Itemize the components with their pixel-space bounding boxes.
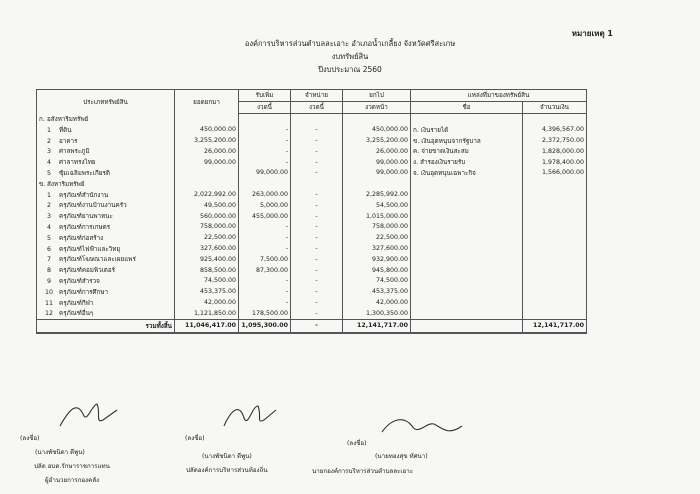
prev-value: 99,000.00	[175, 157, 239, 168]
source-name	[411, 232, 523, 243]
add-value: 5,000.00	[239, 200, 291, 211]
asset-name: ครุภัณฑ์ยานพาหนะ	[59, 213, 113, 221]
row-number: ข.	[39, 180, 46, 188]
source-amount	[523, 189, 587, 200]
add-value	[239, 178, 291, 189]
table-row	[37, 168, 587, 179]
source-amount	[523, 178, 587, 189]
carry-value: 42,000.00	[343, 297, 411, 308]
asset-type-cell	[37, 135, 175, 146]
asset-type-cell	[37, 178, 175, 189]
asset-name: ครุภัณฑ์โฆษณาและเผยแพร่	[59, 256, 136, 264]
row-number: 5	[46, 234, 51, 242]
table-row	[37, 189, 587, 200]
row-number: 1	[46, 191, 51, 199]
asset-name: สังหาริมทรัพย์	[47, 180, 85, 188]
source-amount	[523, 297, 587, 308]
asset-rows	[37, 113, 587, 319]
add-value: 99,000.00	[239, 168, 291, 179]
asset-type-cell	[37, 189, 175, 200]
col-header-type: ประเภททรัพย์สิน	[37, 90, 175, 114]
asset-type-cell	[37, 243, 175, 254]
carry-value: 1,300,350.00	[343, 308, 411, 319]
row-number: 3	[46, 148, 51, 156]
table-row	[37, 276, 587, 287]
source-name	[411, 276, 523, 287]
add-value: 7,500.00	[239, 254, 291, 265]
row-number: ก.	[39, 115, 45, 123]
note-label: หมายเหตุ 1	[571, 29, 613, 38]
prev-value: 26,000.00	[175, 146, 239, 157]
org-title: องค์การบริหารส่วนตำบลละเอาะ อำเภอน้ำเกลี้ยง จังหวัดศรีสะเกษ	[244, 39, 456, 48]
col-header-remove: จำหน่าย	[291, 90, 343, 102]
total-carry: 12,141,717.00	[343, 319, 411, 333]
asset-type-cell	[37, 124, 175, 135]
asset-type-cell	[37, 276, 175, 287]
col-sub-carry: งวดหน้า	[343, 101, 411, 113]
carry-value: 99,000.00	[343, 168, 411, 179]
source-amount	[523, 232, 587, 243]
col-header-source: แหล่งที่มาของทรัพย์สิน	[411, 90, 587, 102]
table-row	[37, 308, 587, 319]
remove-value: -	[291, 146, 343, 157]
row-number: 11	[44, 299, 53, 307]
prev-value: 858,500.00	[175, 265, 239, 276]
sig1-sign-label: (ลงชื่อ)	[20, 435, 40, 442]
source-amount	[523, 286, 587, 297]
source-amount	[523, 222, 587, 233]
col-sub-remove: งวดนี้	[291, 101, 343, 113]
row-number: 1	[46, 126, 51, 134]
remove-value	[291, 178, 343, 189]
carry-value: 26,000.00	[343, 146, 411, 157]
source-name	[411, 200, 523, 211]
total-remove: -	[291, 319, 343, 333]
row-number: 2	[46, 137, 51, 145]
carry-value: 22,500.00	[343, 232, 411, 243]
remove-value: -	[291, 124, 343, 135]
remove-value: -	[291, 200, 343, 211]
source-amount	[523, 211, 587, 222]
add-value: -	[239, 243, 291, 254]
add-value: 455,000.00	[239, 211, 291, 222]
remove-value: -	[291, 135, 343, 146]
asset-table	[36, 89, 587, 334]
sig2-title1: ปลัดองค์การบริหารส่วนท้องถิ่น	[186, 467, 268, 474]
asset-type-cell	[37, 254, 175, 265]
add-value: -	[239, 157, 291, 168]
source-name	[411, 254, 523, 265]
sig1-title1: ปลัด อบต.รักษาราชการแทน	[34, 463, 110, 470]
carry-value: 945,800.00	[343, 265, 411, 276]
source-name	[411, 308, 523, 319]
source-amount	[523, 243, 587, 254]
table-row	[37, 113, 587, 124]
table-row	[37, 124, 587, 135]
table-row	[37, 146, 587, 157]
asset-name: ครุภัณฑ์การศึกษา	[59, 288, 109, 296]
table-row	[37, 135, 587, 146]
remove-value: -	[291, 254, 343, 265]
col-header-prev: ยอดยกมา	[175, 90, 239, 114]
prev-value	[175, 168, 239, 179]
sig3-title1: นายกองค์การบริหารส่วนตำบลละเอาะ	[312, 468, 414, 475]
source-amount: 2,372,750.00	[523, 135, 587, 146]
asset-name: ศาลาทรงไทย	[59, 159, 96, 167]
sig3-name: (นายทองสุข ทัศนา)	[375, 453, 428, 460]
asset-type-cell	[37, 211, 175, 222]
carry-value: 3,255,200.00	[343, 135, 411, 146]
prev-value: 453,375.00	[175, 286, 239, 297]
carry-value: 450,000.00	[343, 124, 411, 135]
signature-3-scribble	[378, 412, 468, 448]
asset-name: ครุภัณฑ์อื่นๆ	[59, 310, 94, 318]
source-name	[411, 189, 523, 200]
row-number: 10	[44, 288, 53, 296]
source-name: จ. เงินอุดหนุนเฉพาะกิจ	[411, 168, 523, 179]
table-row	[37, 222, 587, 233]
remove-value	[291, 113, 343, 124]
asset-name: ครุภัณฑ์สำนักงาน	[59, 191, 109, 199]
row-number: 8	[46, 267, 51, 275]
add-value	[239, 113, 291, 124]
signature-1-scribble	[55, 398, 125, 434]
signature-2-scribble	[220, 400, 280, 434]
asset-name: อสังหาริมทรัพย์	[47, 115, 89, 123]
remove-value: -	[291, 168, 343, 179]
prev-value: 3,255,200.00	[175, 135, 239, 146]
asset-type-cell	[37, 286, 175, 297]
asset-name: ครุภัณฑ์การเกษตร	[59, 223, 111, 231]
remove-value: -	[291, 211, 343, 222]
prev-value: 74,500.00	[175, 276, 239, 287]
source-name	[411, 113, 523, 124]
col-header-carry: ยกไป	[343, 90, 411, 102]
sig2-sign-label: (ลงชื่อ)	[185, 435, 205, 442]
source-amount: 1,978,400.00	[523, 157, 587, 168]
asset-type-cell	[37, 200, 175, 211]
source-name	[411, 211, 523, 222]
source-name	[411, 178, 523, 189]
carry-value: 327,600.00	[343, 243, 411, 254]
table-row	[37, 286, 587, 297]
remove-value: -	[291, 243, 343, 254]
remove-value: -	[291, 276, 343, 287]
col-sub-amount: จำนวนเงิน	[523, 101, 587, 113]
table-row	[37, 200, 587, 211]
prev-value: 2,022,992.00	[175, 189, 239, 200]
total-amount: 12,141,717.00	[523, 319, 587, 333]
prev-value: 1,121,850.00	[175, 308, 239, 319]
remove-value: -	[291, 286, 343, 297]
row-number: 7	[46, 256, 51, 264]
prev-value: 327,600.00	[175, 243, 239, 254]
asset-name: อาคาร	[59, 137, 78, 145]
col-sub-name: ชื่อ	[411, 101, 523, 113]
add-value: -	[239, 124, 291, 135]
table-row	[37, 178, 587, 189]
add-value: -	[239, 222, 291, 233]
add-value: 178,500.00	[239, 308, 291, 319]
row-number: 4	[46, 223, 51, 231]
asset-type-cell	[37, 297, 175, 308]
prev-value	[175, 113, 239, 124]
carry-value: 2,285,992.00	[343, 189, 411, 200]
asset-name: ครุภัณฑ์กีฬา	[59, 299, 94, 307]
prev-value	[175, 178, 239, 189]
prev-value: 42,000.00	[175, 297, 239, 308]
prev-value: 758,000.00	[175, 222, 239, 233]
total-prev: 11,046,417.00	[175, 319, 239, 333]
asset-name: ครุภัณฑ์คอมพิวเตอร์	[59, 267, 116, 275]
add-value: 263,000.00	[239, 189, 291, 200]
col-header-add: รับเพิ่ม	[239, 90, 291, 102]
col-sub-add: งวดนี้	[239, 101, 291, 113]
prev-value: 925,400.00	[175, 254, 239, 265]
add-value: -	[239, 146, 291, 157]
asset-type-cell	[37, 146, 175, 157]
source-name	[411, 297, 523, 308]
asset-name: ครุภัณฑ์สำรวจ	[59, 277, 100, 285]
row-number: 12	[44, 310, 53, 318]
table-row	[37, 265, 587, 276]
asset-name: ที่ดิน	[59, 126, 72, 134]
total-row	[37, 319, 587, 333]
table-row	[37, 157, 587, 168]
row-number: 2	[46, 202, 51, 210]
add-value: -	[239, 135, 291, 146]
carry-value: 99,000.00	[343, 157, 411, 168]
prev-value: 450,000.00	[175, 124, 239, 135]
source-amount	[523, 200, 587, 211]
prev-value: 560,000.00	[175, 211, 239, 222]
table-row	[37, 232, 587, 243]
sig1-title2: ผู้อำนวยการกองคลัง	[45, 477, 100, 484]
source-amount: 1,566,000.00	[523, 168, 587, 179]
row-number: 5	[46, 169, 51, 177]
asset-type-cell	[37, 222, 175, 233]
fiscal-year: ปีงบประมาณ 2560	[318, 65, 382, 74]
row-number: 3	[46, 213, 51, 221]
asset-type-cell	[37, 308, 175, 319]
remove-value: -	[291, 189, 343, 200]
asset-type-cell	[37, 168, 175, 179]
remove-value: -	[291, 232, 343, 243]
sig1-name: (นางพัชนิดา ดีพูน)	[35, 449, 85, 456]
remove-value: -	[291, 222, 343, 233]
sig3-sign-label: (ลงชื่อ)	[347, 440, 367, 447]
source-amount	[523, 276, 587, 287]
carry-value	[343, 178, 411, 189]
source-name: ง. สำรองเงินรายรับ	[411, 157, 523, 168]
add-value: -	[239, 297, 291, 308]
carry-value: 74,500.00	[343, 276, 411, 287]
source-amount: 4,396,567.00	[523, 124, 587, 135]
source-amount	[523, 308, 587, 319]
carry-value: 453,375.00	[343, 286, 411, 297]
asset-name: ครุภัณฑ์ก่อสร้าง	[59, 234, 104, 242]
remove-value: -	[291, 157, 343, 168]
row-number: 6	[46, 245, 51, 253]
row-number: 4	[46, 159, 51, 167]
asset-name: ซุ้มเฉลิมพระเกียรติ	[59, 169, 110, 177]
asset-name: ศาลพระภูมิ	[59, 148, 90, 156]
table-row	[37, 211, 587, 222]
total-label: รวมทั้งสิ้น	[37, 319, 175, 333]
page-title: งบทรัพย์สิน	[331, 52, 369, 61]
add-value: -	[239, 232, 291, 243]
prev-value: 49,500.00	[175, 200, 239, 211]
source-amount	[523, 265, 587, 276]
carry-value: 932,900.00	[343, 254, 411, 265]
asset-type-cell	[37, 265, 175, 276]
remove-value: -	[291, 308, 343, 319]
source-name	[411, 222, 523, 233]
carry-value: 1,015,000.00	[343, 211, 411, 222]
add-value: 87,300.00	[239, 265, 291, 276]
source-amount	[523, 254, 587, 265]
total-source-empty	[411, 319, 523, 333]
table-row	[37, 254, 587, 265]
carry-value: 54,500.00	[343, 200, 411, 211]
asset-name: ครุภัณฑ์งานบ้านงานครัว	[59, 202, 127, 210]
remove-value: -	[291, 297, 343, 308]
remove-value: -	[291, 265, 343, 276]
source-amount	[523, 113, 587, 124]
add-value: -	[239, 276, 291, 287]
carry-value	[343, 113, 411, 124]
total-add: 1,095,300.00	[239, 319, 291, 333]
row-number: 9	[46, 277, 51, 285]
asset-name: ครุภัณฑ์ไฟฟ้าและวิทยุ	[59, 245, 121, 253]
asset-type-cell	[37, 157, 175, 168]
source-name	[411, 286, 523, 297]
source-name: ข. เงินอุดหนุนจากรัฐบาล	[411, 135, 523, 146]
sig2-name: (นางพัชนิดา ดีพูน)	[202, 453, 252, 460]
carry-value: 758,000.00	[343, 222, 411, 233]
source-name: ค. จ่ายขาดเงินสะสม	[411, 146, 523, 157]
table-row	[37, 297, 587, 308]
asset-type-cell	[37, 232, 175, 243]
source-name	[411, 265, 523, 276]
asset-type-cell	[37, 113, 175, 124]
source-name: ก. เงินรายได้	[411, 124, 523, 135]
source-amount: 1,828,000.00	[523, 146, 587, 157]
table-row	[37, 243, 587, 254]
prev-value: 22,500.00	[175, 232, 239, 243]
source-name	[411, 243, 523, 254]
add-value: -	[239, 286, 291, 297]
